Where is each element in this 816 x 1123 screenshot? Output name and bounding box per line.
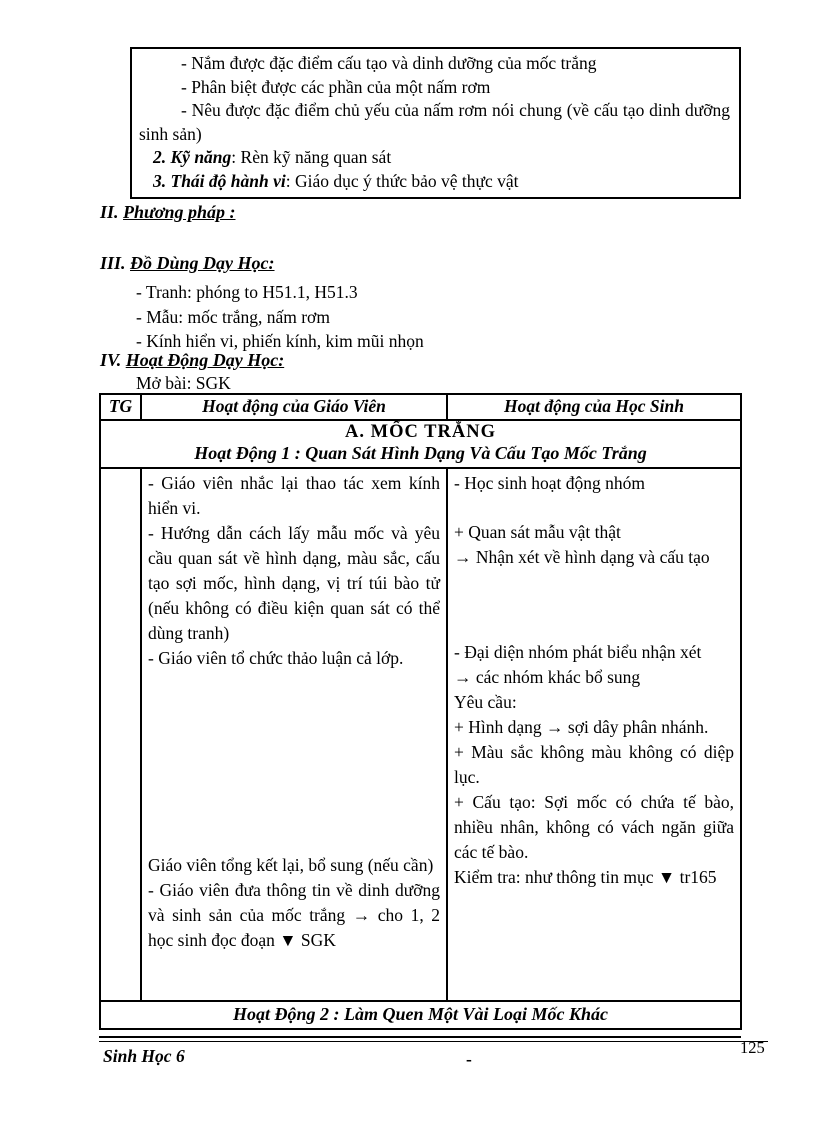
table-section-row [101,421,740,469]
student-paragraph: → các nhóm khác bổ sung [454,667,641,687]
section-number: II. [100,202,119,222]
section-title: Hoạt Động Dạy Học: [125,350,285,370]
teacher-paragraph: - Giáo viên tổ chức thảo luận cả lớp. [148,648,404,668]
section-title: Đồ Dùng Dạy Học: [130,253,275,273]
objective-line: - Nêu được đặc điểm chủ yếu của nấm rơm nói chung (về cấu tạo dinh dưỡng sinh sản) [139,100,730,144]
activity1-title: Hoạt Động 1 : Quan Sát Hình Dạng Và Cấu Tạo Mốc Trắng [194,443,647,463]
table-header-tg: TG [101,395,142,419]
objective-line: - Nắm được đặc điểm cấu tạo và dinh dưỡng của mốc trắng [181,53,597,73]
teacher-paragraph: - Giáo viên nhắc lại thao tác xem kính hiển vi. [148,473,440,518]
attitude-label: 3. Thái độ hành vi [153,170,286,191]
materials-item: - Kính hiển vi, phiến kính, kim mũi nhọn [136,331,424,351]
materials-list [136,280,424,354]
activity2-title: Hoạt Động 2 : Làm Quen Một Vài Loại Mốc Khác [232,1004,609,1024]
materials-item: - Mẫu: mốc trắng, nấm rơm [136,306,330,327]
student-paragraph: → Nhận xét về hình dạng và cấu tạo [454,547,710,567]
section-number: IV. [100,350,122,370]
objective-skill [139,146,730,170]
materials-item: - Tranh: phóng to H51.1, H51.3 [136,282,358,302]
teacher-cell [142,469,448,1000]
footer-dash: - [466,1049,472,1069]
student-paragraph: + Quan sát mẫu vật thật [454,522,621,542]
table-header-row [101,395,740,421]
student-paragraph: + Màu sắc không màu không có diệp lục. [454,742,734,787]
footer-book-title: Sinh Học 6 [103,1046,185,1066]
table-header-student: Hoạt động của Học Sinh [504,396,684,416]
section-number: III. [100,253,126,273]
student-paragraph: Yêu cầu: [454,692,517,712]
student-paragraph: - Đại diện nhóm phát biểu nhận xét [454,642,702,662]
student-paragraph: + Hình dạng → sợi dây phân nhánh. [454,717,709,737]
section-a-title: A. MỐC TRẮNG [345,422,496,442]
table-header-teacher: Hoạt động của Giáo Viên [142,395,448,419]
table-content-row [101,469,740,1002]
section-heading-methods [100,202,235,223]
footer-rule-top [99,1036,741,1038]
page-number: 125 [740,1038,765,1057]
footer-rule-bottom [99,1041,768,1042]
student-cell [448,469,740,1000]
teacher-paragraph: Giáo viên tổng kết lại, bổ sung (nếu cần) [148,855,434,875]
section-heading-materials [100,253,275,274]
section-heading-activities [100,350,284,371]
lesson-intro: Mở bài: SGK [136,373,231,393]
student-paragraph: Kiểm tra: như thông tin mục ▼ tr165 [454,867,717,887]
teacher-paragraph: - Giáo viên đưa thông tin về dinh dưỡng và sinh sản của mốc trắng → cho 1, 2 học sinh đọc đoạn ▼ SGK [148,880,440,950]
objectives-box [130,47,741,199]
attitude-text: : Giáo dục ý thức bảo vệ thực vật [285,170,519,191]
teacher-paragraph: - Hướng dẫn cách lấy mẫu mốc và yêu cầu quan sát về hình dạng, màu sắc, cấu tạo sợi mốc, hình dạng, vị trí túi bào tử (nếu không có điều kiện quan sát có thể dùng tranh) [148,523,440,643]
student-paragraph: - Học sinh hoạt động nhóm [454,473,646,493]
objective-attitude [139,170,730,194]
skill-label: 2. Kỹ năng [153,147,232,168]
section-title: Phương pháp : [123,202,236,222]
activity2-row [101,1002,740,1028]
activities-table [99,393,742,1030]
objective-line: - Phân biệt được các phần của một nấm rơm [181,76,491,97]
tg-cell [101,469,142,1000]
skill-text: : Rèn kỹ năng quan sát [231,147,392,168]
student-paragraph: + Cấu tạo: Sợi mốc có chứa tế bào, nhiều nhân, không có vách ngăn giữa các tế bào. [454,792,734,862]
